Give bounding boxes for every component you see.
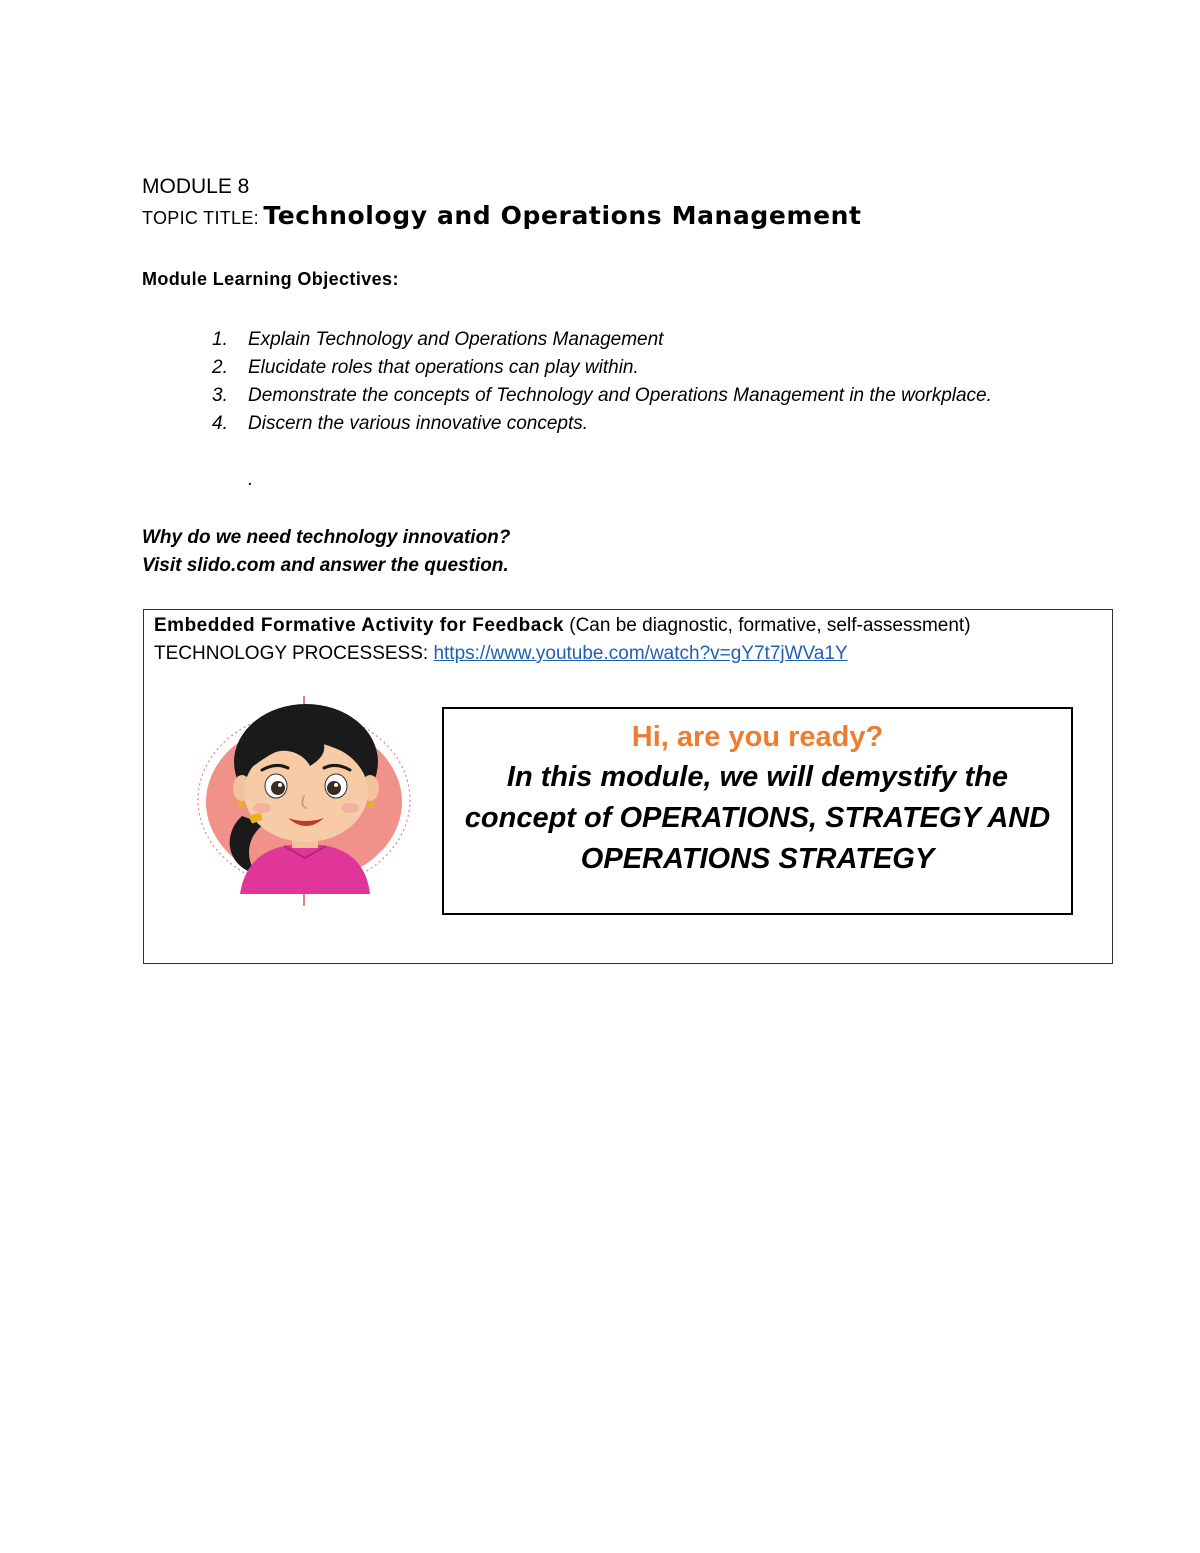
objectives-heading: Module Learning Objectives: [142,269,399,289]
trailing-dot: . [248,469,254,490]
activity-box [143,609,1113,964]
objective-item-3 [142,382,1057,410]
left-cheek [253,803,271,813]
module-number: MODULE 8 [142,175,250,198]
topic-title: Technology and Operations Management [263,201,862,230]
topic-label: TOPIC TITLE: [142,208,259,228]
topic-line [142,201,862,230]
intro-message: In this module, we will demystify the concept of OPERATIONS, STRATEGY AND OPERATIONS STRATEGY [464,761,1051,875]
speech-box [442,707,1073,915]
activity-link-line [154,640,848,668]
objective-number: 2. [212,357,228,378]
right-eye-shine [334,783,338,787]
activity-heading [154,612,971,640]
objective-item-4 [142,410,1057,438]
activity-heading-bold: Embedded Formative Activity for Feedback [154,615,564,636]
left-eye-shine [278,783,282,787]
objective-text: Demonstrate the concepts of Technology and Operations Management in the workplace. [248,385,992,406]
left-pupil [271,781,285,795]
question-line-2: Visit slido.com and answer the question. [142,555,509,576]
objective-text: Explain Technology and Operations Management [248,329,664,350]
girl-avatar-icon [184,696,424,906]
question-line-1: Why do we need technology innovation? [142,527,511,548]
right-pupil [327,781,341,795]
left-earring [238,801,244,807]
objective-number: 4. [212,413,228,434]
youtube-link[interactable]: https://www.youtube.com/watch?v=gY7t7jWVa1Y [433,643,848,664]
objective-item-1 [142,326,1057,354]
activity-link-label: TECHNOLOGY PROCESSESS: [154,643,434,664]
greeting-text: Hi, are you ready? [631,721,884,753]
objective-number: 3. [212,385,228,406]
objective-item-2 [142,354,1057,382]
activity-heading-note: (Can be diagnostic, formative, self-assessment) [563,615,971,636]
right-cheek [341,803,359,813]
objective-number: 1. [212,329,228,350]
right-earring [368,801,374,807]
objective-text: Elucidate roles that operations can play within. [248,357,639,378]
objectives-list [142,326,1057,438]
objective-text: Discern the various innovative concepts. [248,413,589,434]
